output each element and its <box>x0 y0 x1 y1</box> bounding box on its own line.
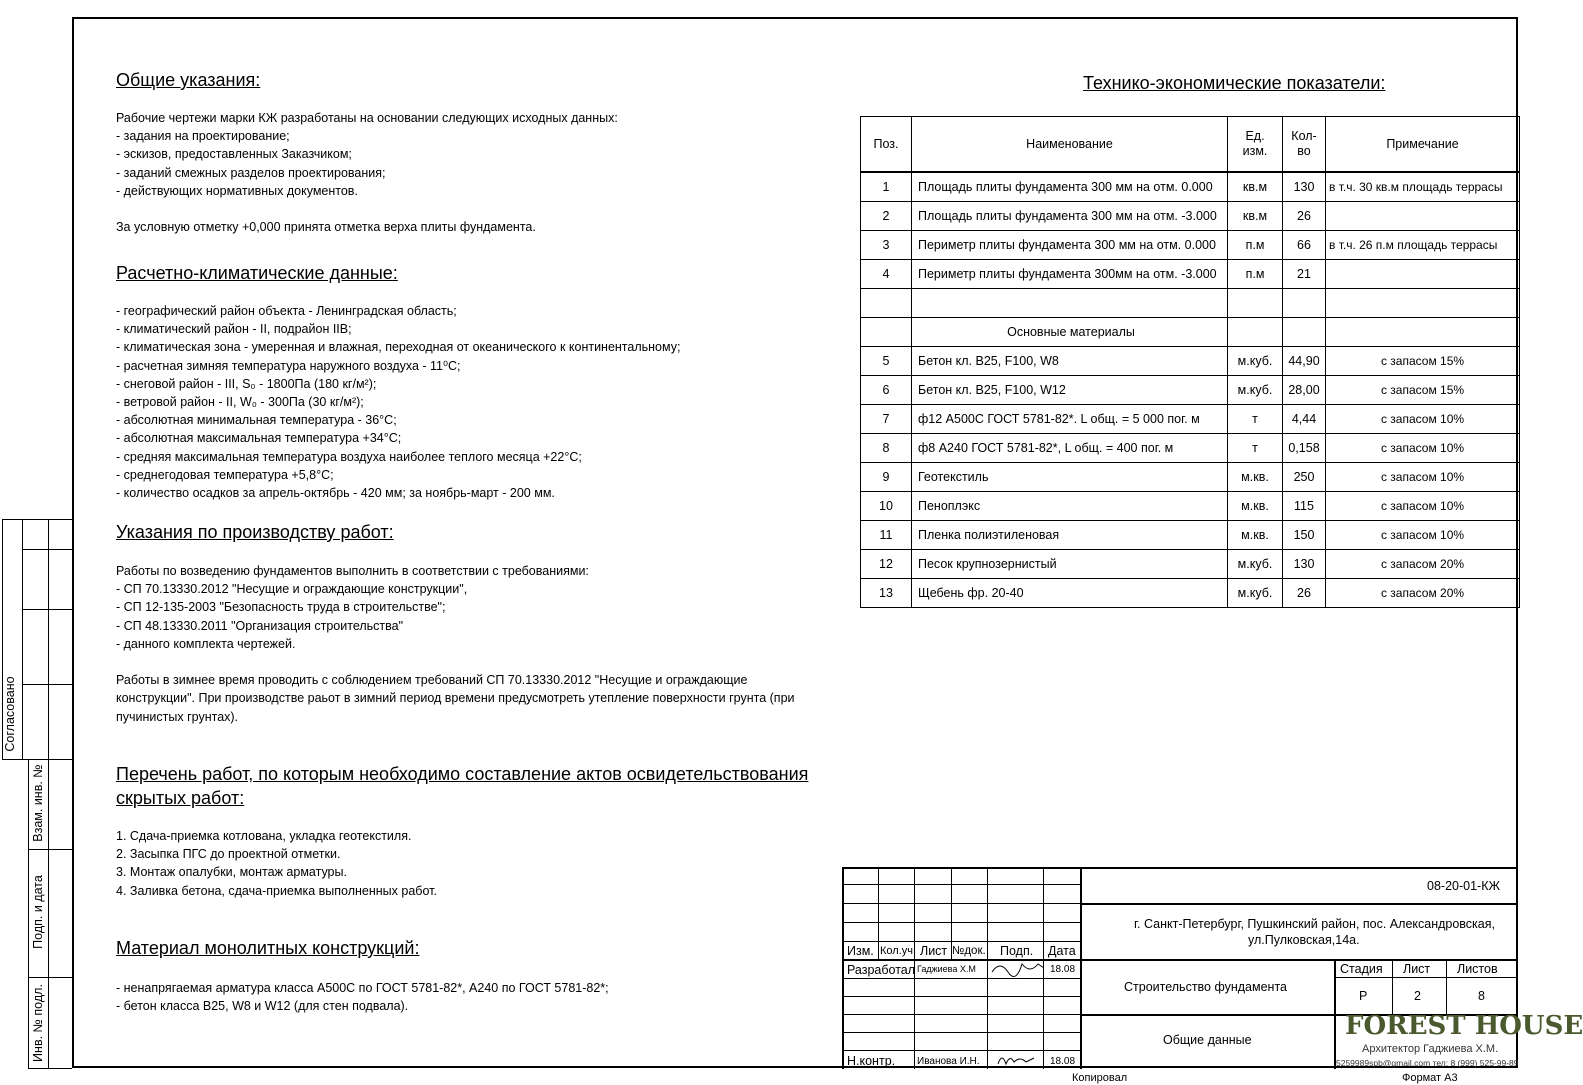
tep-header-row <box>861 117 1520 173</box>
table-row <box>861 172 1520 202</box>
text-line <box>116 200 618 218</box>
header-name: Наименование <box>912 117 1228 173</box>
address-line1: г. Санкт-Петербург, Пушкинский район, пос. Александровская, <box>1134 917 1495 931</box>
text-line: Работы в зимнее время проводить с соблюдением требований СП 70.13330.2012 "Несущие и ограждающие <box>116 673 748 688</box>
sheet-name: Общие данные <box>1163 1033 1252 1047</box>
table-row <box>861 550 1520 579</box>
side-sign-date: Подп. и дата <box>31 875 45 949</box>
cell-note: с запасом 10% <box>1326 434 1520 463</box>
stage-label: Стадия <box>1340 962 1383 976</box>
table-row <box>861 492 1520 521</box>
cell-name: ф12 А500С ГОСТ 5781-82*. L общ. = 5 000 пог. м <box>912 405 1228 434</box>
text-line: - бетон класса В25, W8 и W12 (для стен подвала). <box>116 999 409 1014</box>
object-name: Строительство фундамента <box>1124 980 1287 994</box>
cell-unit: т <box>1228 405 1283 434</box>
text-line: - СП 12-135-2003 "Безопасность труда в строительстве"; <box>116 600 446 615</box>
cell-empty <box>861 318 912 347</box>
cell-empty <box>1228 318 1283 347</box>
cell-qty: 250 <box>1283 463 1326 492</box>
production-title: Указания по производству работ: <box>116 522 394 542</box>
cell-name: Пеноплэкс <box>912 492 1228 521</box>
col-kol: Кол.уч. <box>880 945 917 957</box>
text-line: - СП 48.13330.2011 "Организация строительства" <box>116 618 404 633</box>
cell-qty: 115 <box>1283 492 1326 521</box>
cell-pos: 8 <box>861 434 912 463</box>
stage-value: Р <box>1359 989 1368 1003</box>
cell-unit: т <box>1228 434 1283 463</box>
text-line <box>116 653 795 671</box>
text-line: - ветровой район - II, W₀ - 300Па (30 кг/м²); <box>116 394 364 409</box>
production-text <box>116 562 795 726</box>
text-line: - ненапрягаемая арматура класса А500С по ГОСТ 5781-82*, А240 по ГОСТ 5781-82*; <box>116 981 609 995</box>
col-ndok: №док. <box>952 945 986 957</box>
cell-empty <box>912 289 1228 318</box>
general-title: Общие указания: <box>116 70 261 90</box>
text-line: - задания на проектирование; <box>116 129 290 144</box>
cell-qty: 26 <box>1283 579 1326 608</box>
cell-pos: 10 <box>861 492 912 521</box>
format-label: Формат А3 <box>1402 1072 1458 1084</box>
developed-label: Разработал <box>847 963 916 977</box>
cell-name: Бетон кл. В25, F100, W8 <box>912 347 1228 376</box>
table-row <box>861 202 1520 231</box>
signature-ncontr <box>996 1050 1036 1068</box>
cell-qty: 26 <box>1283 202 1326 231</box>
cell-name: ф8 А240 ГОСТ 5781-82*, L общ. = 400 пог. м <box>912 434 1228 463</box>
climate-text <box>116 302 680 502</box>
cell-qty: 4,44 <box>1283 405 1326 434</box>
header-unit-1: Ед. <box>1245 129 1265 143</box>
text-line: - расчетная зимняя температура наружного воздуха - 11⁰С; <box>116 358 461 373</box>
cell-unit: м.кв. <box>1228 463 1283 492</box>
table-row <box>861 405 1520 434</box>
text-line: - эскизов, предоставленных Заказчиком; <box>116 147 352 162</box>
acts-title-line2: скрытых работ: <box>116 788 245 808</box>
cell-pos: 11 <box>861 521 912 550</box>
cell-note: с запасом 15% <box>1326 376 1520 405</box>
col-list: Лист <box>920 944 948 958</box>
sheets-label: Листов <box>1457 962 1498 976</box>
acts-text <box>116 827 437 900</box>
header-unit-2: изм. <box>1242 144 1268 158</box>
col-date: Дата <box>1048 944 1076 958</box>
cell-empty <box>1228 289 1283 318</box>
cell-note: с запасом 10% <box>1326 521 1520 550</box>
text-line: - абсолютная максимальная температура +34°С; <box>116 431 402 446</box>
cell-pos: 7 <box>861 405 912 434</box>
cell-unit: м.куб. <box>1228 579 1283 608</box>
tep-body <box>861 117 1520 608</box>
text-line: - СП 70.13330.2012 "Несущие и ограждающие конструкции", <box>116 582 468 597</box>
header-qty <box>1283 117 1326 173</box>
cell-qty: 130 <box>1283 172 1326 202</box>
header-note: Примечание <box>1326 117 1520 173</box>
cell-qty: 66 <box>1283 231 1326 260</box>
side-inv-orig: Инв. № подл. <box>31 984 45 1062</box>
sheets-value: 8 <box>1478 989 1485 1003</box>
text-line: 2. Засыпка ПГС до проектной отметки. <box>116 847 341 862</box>
cell-name: Пленка полиэтиленовая <box>912 521 1228 550</box>
cell-empty <box>1326 289 1520 318</box>
cell-unit: кв.м <box>1228 172 1283 202</box>
doc-code: 08-20-01-КЖ <box>1427 879 1501 893</box>
cell-qty: 0,158 <box>1283 434 1326 463</box>
company-logo: FOREST HOUSE <box>1345 1011 1583 1041</box>
cell-pos: 12 <box>861 550 912 579</box>
cell-note <box>1326 202 1520 231</box>
side-replace-inv: Взам. инв. № <box>31 764 45 842</box>
cell-pos: 6 <box>861 376 912 405</box>
table-row-empty <box>861 289 1520 318</box>
text-line: За условную отметку +0,000 принята отметка верха плиты фундамента. <box>116 220 536 235</box>
cell-unit: п.м <box>1228 231 1283 260</box>
text-line: Работы по возведению фундаментов выполнить в соответствии с требованиями: <box>116 564 589 578</box>
ncontr-date: 18.08 <box>1050 1056 1076 1067</box>
signature-developer <box>990 958 1046 978</box>
table-row-section <box>861 318 1520 347</box>
cell-note: с запасом 20% <box>1326 550 1520 579</box>
cell-name: Периметр плиты фундамента 300мм на отм. -3.000 <box>912 260 1228 289</box>
cell-unit: м.куб. <box>1228 347 1283 376</box>
cell-empty <box>1283 318 1326 347</box>
cell-name: Геотекстиль <box>912 463 1228 492</box>
cell-note: с запасом 10% <box>1326 463 1520 492</box>
table-row <box>861 231 1520 260</box>
table-row <box>861 376 1520 405</box>
cell-unit: м.куб. <box>1228 550 1283 579</box>
text-line: - абсолютная минимальная температура - 36°С; <box>116 413 397 428</box>
cell-note <box>1326 260 1520 289</box>
table-row <box>861 579 1520 608</box>
ncontr-label: Н.контр. <box>847 1054 896 1068</box>
developed-name: Гаджиева Х.М <box>917 964 976 974</box>
col-podp: Подп. <box>1000 944 1034 958</box>
copied-label: Копировал <box>1072 1072 1128 1084</box>
table-row <box>861 347 1520 376</box>
text-line: 1. Сдача-приемка котлована, укладка геотекстиля. <box>116 829 412 843</box>
cell-pos: 9 <box>861 463 912 492</box>
cell-empty <box>861 289 912 318</box>
cell-name: Площадь плиты фундамента 300 мм на отм. 0.000 <box>912 172 1228 202</box>
address-line2: ул.Пулковская,14а. <box>1248 933 1360 947</box>
header-qty-1: Кол- <box>1291 129 1317 143</box>
table-row <box>861 463 1520 492</box>
cell-pos: 1 <box>861 172 912 202</box>
text-line: - климатический район - II, подрайон IIВ; <box>116 322 352 337</box>
text-line: - заданий смежных разделов проектирования; <box>116 165 386 180</box>
section-label: Основные материалы <box>912 318 1228 347</box>
cell-pos: 3 <box>861 231 912 260</box>
text-line: - географический район объекта - Ленинградская область; <box>116 304 457 318</box>
col-izm: Изм. <box>847 944 874 958</box>
cell-unit: кв.м <box>1228 202 1283 231</box>
cell-note: в т.ч. 26 п.м площадь террасы <box>1326 231 1520 260</box>
text-line: 3. Монтаж опалубки, монтаж арматуры. <box>116 865 347 880</box>
cell-qty: 21 <box>1283 260 1326 289</box>
table-row <box>861 434 1520 463</box>
cell-note: в т.ч. 30 кв.м площадь террасы <box>1326 172 1520 202</box>
sheet-value: 2 <box>1414 989 1421 1003</box>
climate-title: Расчетно-климатические данные: <box>116 263 398 283</box>
acts-title-line1: Перечень работ, по которым необходимо составление актов освидетельствования <box>116 764 809 784</box>
cell-pos: 2 <box>861 202 912 231</box>
ncontr-name: Иванова И.Н. <box>917 1056 980 1067</box>
cell-qty: 44,90 <box>1283 347 1326 376</box>
materials-title: Материал монолитных конструкций: <box>116 938 420 958</box>
header-qty-2: во <box>1297 144 1311 158</box>
side-agreed: Согласовано <box>3 676 17 752</box>
text-line: - средняя максимальная температура воздуха наиболее теплого месяца +22°С; <box>116 449 582 464</box>
text-line: - данного комплекта чертежей. <box>116 636 296 651</box>
developed-date: 18.08 <box>1050 964 1076 975</box>
cell-unit: п.м <box>1228 260 1283 289</box>
cell-note: с запасом 10% <box>1326 405 1520 434</box>
cell-name: Периметр плиты фундамента 300 мм на отм. 0.000 <box>912 231 1228 260</box>
text-line: - действующих нормативных документов. <box>116 183 358 198</box>
text-line: пучинистых грунтах). <box>116 709 239 724</box>
cell-note: с запасом 20% <box>1326 579 1520 608</box>
cell-name: Бетон кл. В25, F100, W12 <box>912 376 1228 405</box>
cell-pos: 13 <box>861 579 912 608</box>
text-line: - количество осадков за апрель-октябрь - 420 мм; за ноябрь-март - 200 мм. <box>116 485 555 500</box>
table-row <box>861 521 1520 550</box>
cell-empty <box>1326 318 1520 347</box>
text-line: конструкции". При производстве раьот в зимний период времени предусмотреть утепление поверхности грунта (при <box>116 691 795 706</box>
contacts: 5259989spb@gmail.com тел: 8 (999) 525-99-89 <box>1336 1058 1519 1068</box>
cell-name: Песок крупнозернистый <box>912 550 1228 579</box>
cell-qty: 28,00 <box>1283 376 1326 405</box>
general-text <box>116 109 618 236</box>
cell-pos: 5 <box>861 347 912 376</box>
cell-unit: м.кв. <box>1228 521 1283 550</box>
header-unit <box>1228 117 1283 173</box>
cell-pos: 4 <box>861 260 912 289</box>
header-pos: Поз. <box>861 117 912 173</box>
table-row <box>861 260 1520 289</box>
sheet-label: Лист <box>1403 962 1431 976</box>
cell-unit: м.кв. <box>1228 492 1283 521</box>
cell-qty: 150 <box>1283 521 1326 550</box>
cell-empty <box>1283 289 1326 318</box>
cell-name: Площадь плиты фундамента 300 мм на отм. -3.000 <box>912 202 1228 231</box>
text-line: - среднегодовая температура +5,8°С; <box>116 467 334 482</box>
cell-qty: 130 <box>1283 550 1326 579</box>
tep-table <box>860 116 1520 608</box>
cell-note: с запасом 15% <box>1326 347 1520 376</box>
cell-note: с запасом 10% <box>1326 492 1520 521</box>
text-line: 4. Заливка бетона, сдача-приемка выполненных работ. <box>116 883 437 898</box>
architect-name: Архитектор Гаджиева Х.М. <box>1362 1043 1499 1055</box>
cell-name: Щебень фр. 20-40 <box>912 579 1228 608</box>
cell-unit: м.куб. <box>1228 376 1283 405</box>
tep-title: Технико-экономические показатели: <box>1083 73 1386 93</box>
text-line: - климатическая зона - умеренная и влажная, переходная от океанического к континентальному; <box>116 340 681 355</box>
text-line: - снеговой район - III, S₀ - 1800Па (180 кг/м²); <box>116 376 377 391</box>
materials-text <box>116 979 609 1015</box>
text-line: Рабочие чертежи марки КЖ разработаны на основании следующих исходных данных: <box>116 111 618 125</box>
